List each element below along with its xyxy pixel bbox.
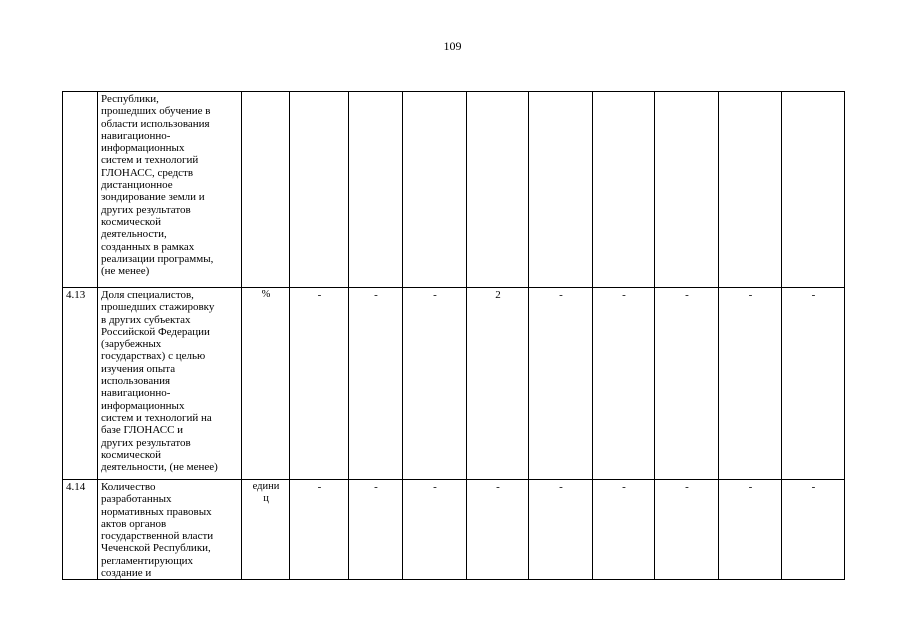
value-cell	[290, 92, 349, 288]
description-text: Республики, прошедших обучение в области использования навигационно- информационных систем и технологий ГЛОНАСС, средств дистанционное зондирование земли и других результатов космической деятельности, созданных в рамках реализации программы, (не менее)	[101, 93, 214, 278]
value-cell	[593, 92, 655, 288]
value-cell	[403, 92, 467, 288]
value-cell	[782, 92, 845, 288]
value-cell: -	[529, 480, 593, 580]
value-cell	[719, 92, 782, 288]
value-cell: -	[719, 288, 782, 480]
value-cell: -	[403, 480, 467, 580]
value-cell: -	[593, 480, 655, 580]
value-cell: -	[290, 288, 349, 480]
value-cell: -	[593, 288, 655, 480]
value-cell: -	[349, 288, 403, 480]
table-row	[63, 92, 845, 288]
value-cell: -	[403, 288, 467, 480]
value-cell: -	[529, 288, 593, 480]
value-cell	[529, 92, 593, 288]
description-cell	[98, 92, 242, 288]
row-number-cell: 4.14	[63, 480, 98, 580]
value-cell: 2	[467, 288, 529, 480]
value-cell: -	[719, 480, 782, 580]
table-row	[63, 288, 845, 480]
description-text: Доля специалистов, прошедших стажировку в других субъектах Российской Федерации (зарубежных государствах) с целью изучения опыта использования навигационно- информационных систем и технологий на базе ГЛОНАСС и других результатов космической деятельности, (не менее)	[101, 289, 218, 474]
value-cell: -	[467, 480, 529, 580]
description-cell	[98, 288, 242, 480]
value-cell: -	[655, 288, 719, 480]
value-cell: -	[290, 480, 349, 580]
value-cell: -	[655, 480, 719, 580]
value-cell	[349, 92, 403, 288]
value-cell	[467, 92, 529, 288]
row-number-cell: 4.13	[63, 288, 98, 480]
unit-cell	[242, 92, 290, 288]
description-text: Количество разработанных нормативных правовых актов органов государственной власти Чеченской Республики, регламентирующих создание и	[101, 481, 214, 580]
page-number: 109	[443, 39, 462, 53]
unit-cell	[242, 480, 290, 580]
unit-cell	[242, 288, 290, 480]
table-row	[63, 480, 845, 580]
value-cell: -	[782, 480, 845, 580]
description-cell	[98, 480, 242, 580]
value-cell	[655, 92, 719, 288]
indicators-table	[62, 91, 845, 580]
unit-text: едини ц	[252, 481, 280, 504]
row-number-cell	[63, 92, 98, 288]
unit-text: %	[261, 289, 271, 300]
value-cell: -	[349, 480, 403, 580]
value-cell: -	[782, 288, 845, 480]
